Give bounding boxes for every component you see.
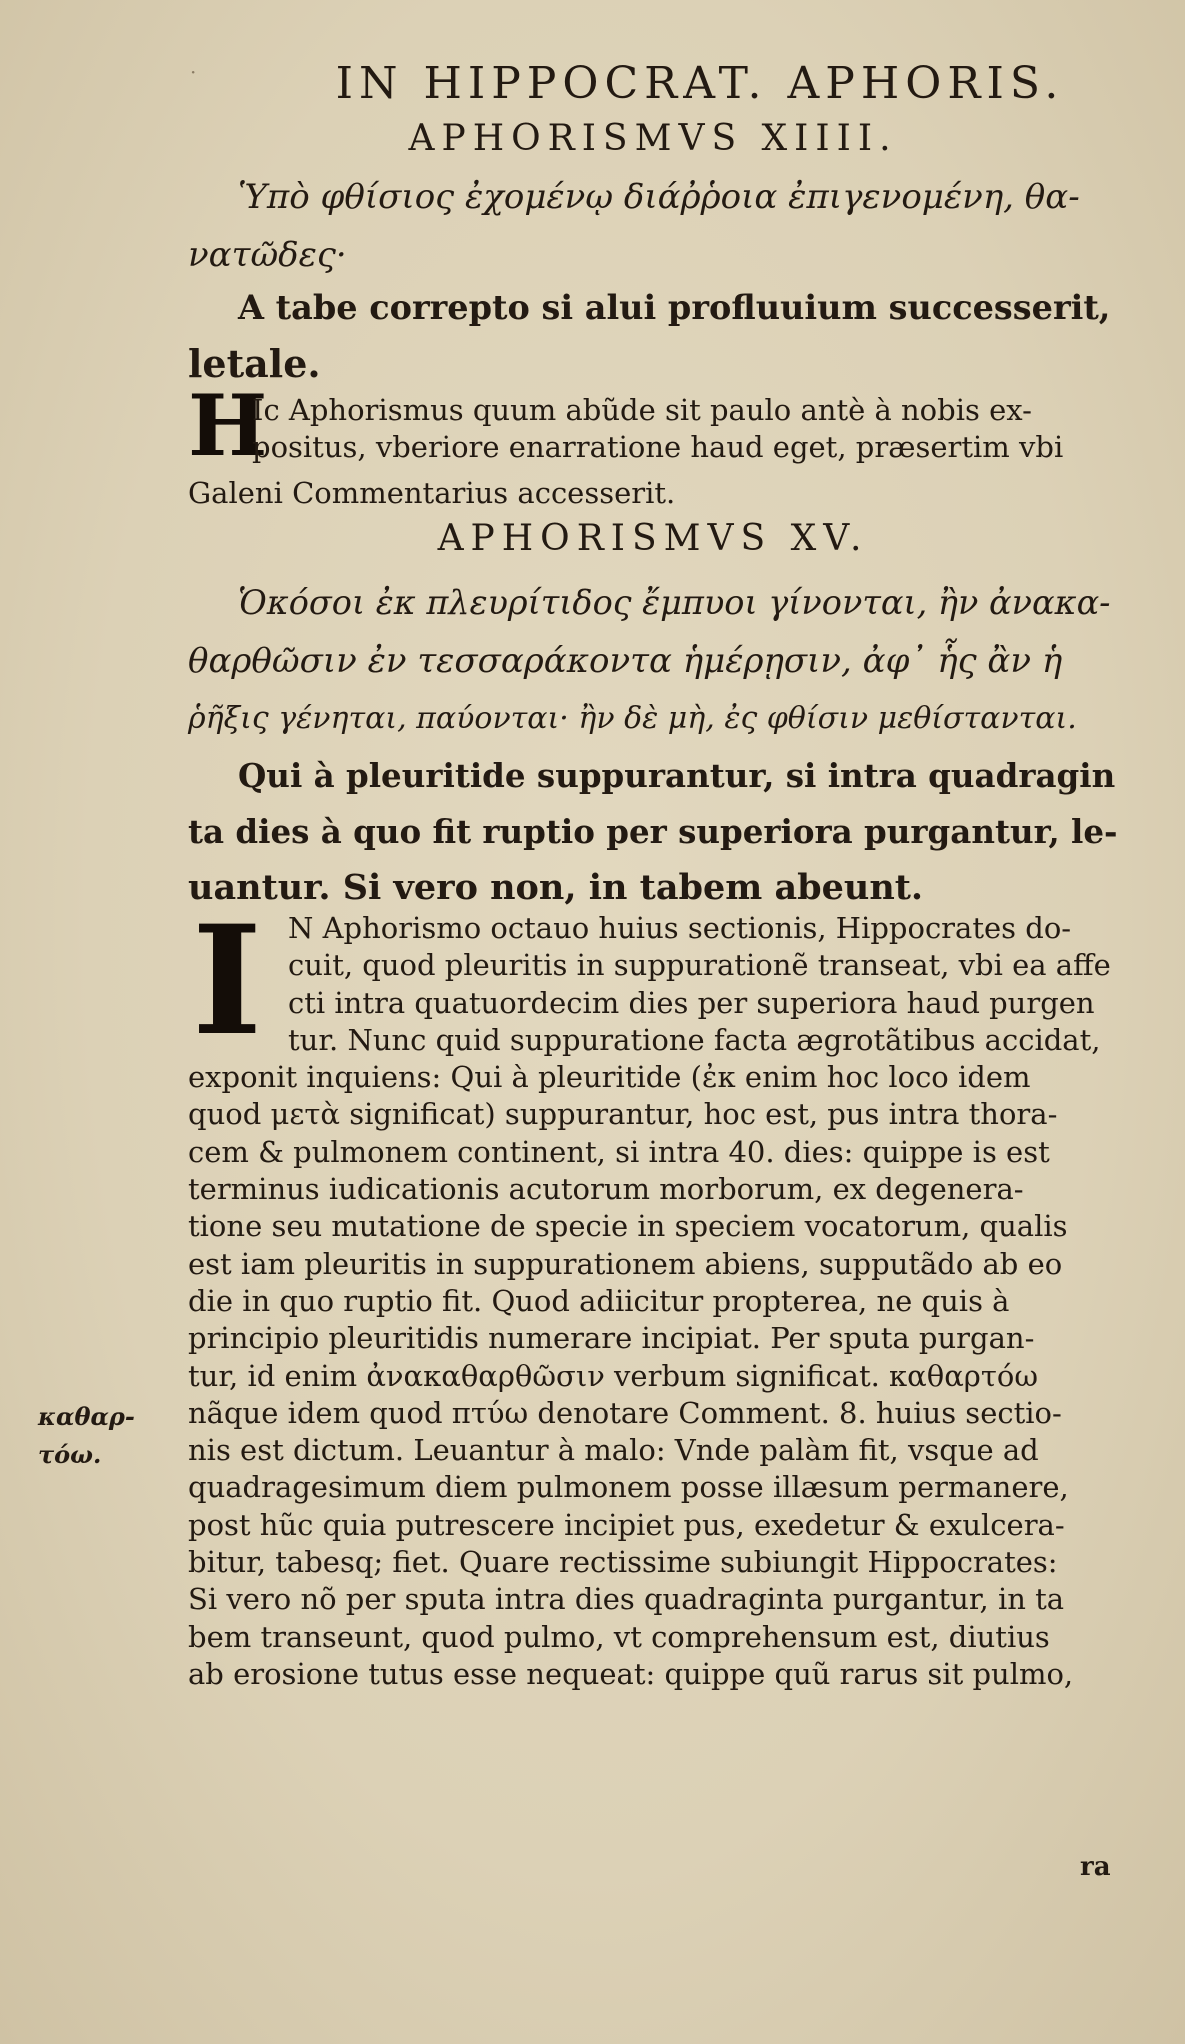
commentary-line: ab erosione tutus esse nequeat: quippe quũ rarus sit pulmo,: [188, 1656, 1074, 1691]
drop-cap-i: I: [192, 893, 263, 1069]
margin-note-line: καθαρ-: [38, 1402, 135, 1431]
greek-line: Ὁκόσοι ἐκ πλευρίτιδος ἔμπυοι γίνονται, ἢν ἀνακα-: [238, 583, 1111, 622]
greek-line: ῥῆξις γένηται, παύονται· ἢν δὲ μὴ, ἐς φθίσιν μεθίστανται.: [188, 701, 1077, 736]
commentary-line: cem & pulmonem continent, si intra 40. dies: quippe is est: [188, 1134, 1050, 1169]
margin-note: [38, 1398, 158, 1474]
aphorism-14-greek: [188, 168, 1118, 284]
aphorism-15-commentary: [188, 910, 1118, 1693]
commentary-line: cti intra quatuordecim dies per superiora haud purgen: [288, 985, 1095, 1020]
aphorism-15-latin: [188, 748, 1118, 916]
commentary-line: bitur, tabesq; fiet. Quare rectissime subiungit Hippocrates:: [188, 1545, 1058, 1580]
aphorism-14-title: APHORISMVS XIIII.: [408, 118, 898, 159]
commentary-line: est iam pleuritis in suppurationem abiens, supputãdo ab eo: [188, 1246, 1063, 1281]
commentary-line: Galeni Commentarius accesserit.: [188, 476, 676, 510]
commentary-line: quod μετὰ significat) suppurantur, hoc est, pus intra thora-: [188, 1097, 1058, 1132]
margin-note-line: τόω.: [38, 1440, 102, 1469]
commentary-line: tione seu mutatione de specie in speciem vocatorum, qualis: [188, 1209, 1068, 1244]
latin-line: letale.: [188, 341, 321, 386]
catchword: ra: [1080, 1852, 1111, 1882]
commentary-line: quadragesimum diem pulmonem posse illæsum permanere,: [188, 1470, 1069, 1505]
latin-line: Qui à pleuritide suppurantur, si intra quadragin: [238, 756, 1116, 795]
commentary-line: N Aphorismo octauo huius sectionis, Hippocrates do-: [288, 911, 1072, 945]
greek-line: νατῶδες·: [188, 235, 347, 275]
greek-line: θαρθῶσιν ἐν τεσσαράκοντα ἡμέρῃσιν, ἀφ᾽ ἧς ἂν ἡ: [188, 641, 1063, 681]
aphorism-14-latin: [188, 280, 1118, 392]
commentary-line: terminus iudicationis acutorum morborum, ex degenera-: [188, 1172, 1024, 1207]
commentary-line: Si vero nõ per sputa intra dies quadraginta purgantur, in ta: [188, 1582, 1065, 1617]
commentary-line: bem transeunt, quod pulmo, vt comprehensum est, diutius: [188, 1619, 1050, 1654]
aphorism-15-greek: [188, 574, 1118, 748]
running-header: IN HIPPOCRAT. APHORIS.: [335, 58, 1065, 109]
commentary-line: positus, vberiore enarratione haud eget, præsertim vbi: [252, 430, 1064, 465]
latin-line: uantur. Si vero non, in tabem abeunt.: [188, 867, 924, 908]
commentary-line: die in quo ruptio fit. Quod adiicitur propterea, ne quis à: [188, 1283, 1010, 1318]
latin-line: A tabe correpto si alui profluuium successerit,: [238, 288, 1111, 327]
aphorism-14-commentary-end: [188, 475, 1118, 512]
commentary-line: tur, id enim ἀνακαθαρθῶσιν verbum significat. καθαρτόω: [188, 1358, 1039, 1393]
greek-line: Ὑπὸ φθίσιος ἐχομένῳ διάῤῥοια ἐπιγενομένη, θα-: [238, 177, 1080, 217]
commentary-line: exponit inquiens: Qui à pleuritide (ἐκ enim hoc loco idem: [188, 1060, 1031, 1095]
aphorism-15-title: APHORISMVS XV.: [437, 518, 869, 559]
aphorism-14-commentary: [252, 392, 1132, 467]
commentary-line: tur. Nunc quid suppuratione facta ægrotãtibus accidat,: [288, 1022, 1101, 1057]
page-speck: ·: [190, 60, 197, 84]
commentary-line: nis est dictum. Leuantur à malo: Vnde palàm fit, vsque ad: [188, 1433, 1039, 1468]
commentary-line: nãque idem quod πτύω denotare Comment. 8. huius sectio-: [188, 1395, 1062, 1430]
commentary-line: principio pleuritidis numerare incipiat. Per sputa purgan-: [188, 1321, 1035, 1356]
latin-line: ta dies à quo fit ruptio per superiora purgantur, le-: [188, 812, 1118, 851]
commentary-line: post hũc quia putrescere incipiet pus, exedetur & exulcera-: [188, 1507, 1065, 1542]
commentary-line: cuit, quod pleuritis in suppurationẽ transeat, vbi ea affe: [288, 948, 1111, 983]
drop-cap-h: H: [188, 376, 268, 475]
commentary-line: Ic Aphorismus quum abũde sit paulo antè à nobis ex-: [252, 393, 1032, 427]
